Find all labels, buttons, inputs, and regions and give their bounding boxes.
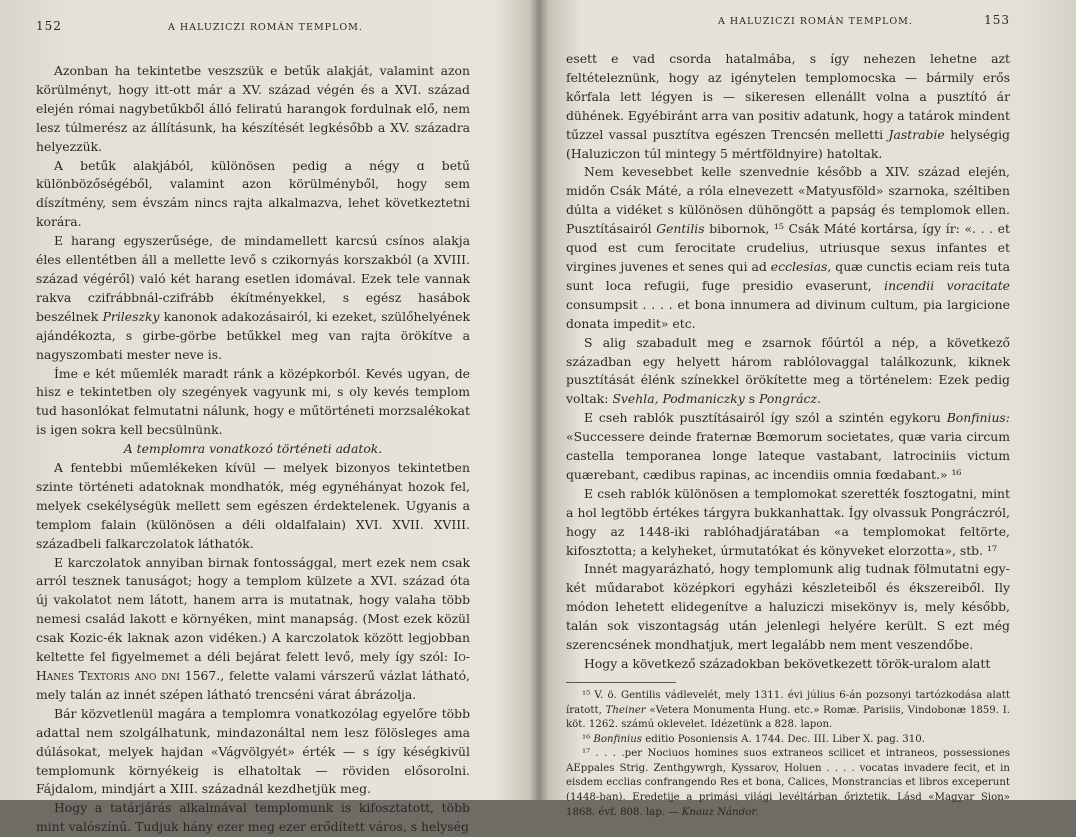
- paragraph: Bár közvetlenül magára a templomra vonatkozólag egyelőre több adattal nem szolgálhatunk, mindazonáltal nem lesz fölösleges ama dúlásokat, melyek hajdan «Vágvölgyét» érték — s így késégkivül templomunk környékeig is elhatoltak — röviden elősorolni. Fájdalom, mindjárt a XIII. századnál kezdhetjük meg.: [36, 705, 470, 797]
- right-running-head: A HALUZICZI ROMÁN TEMPLOM.: [718, 16, 913, 27]
- paragraph: Hogy a következő századokban bekövetkezett török-uralom alatt: [584, 656, 991, 671]
- paragraph: E cseh rablók pusztításairól így szól a szintén egykoru Bonfinius: «Successere deinde fraternæ Bœmorum societates, quæ varia circum castella temporanea longe lateque vastabant, latrociniis victum quærebant, cædibus rapinas, ac incendiis omnia fœdabant.» ¹⁶: [566, 410, 1010, 482]
- name-prileszky: Prileszky: [102, 308, 160, 324]
- right-page: [538, 0, 1076, 818]
- paragraph: Hogy a tatárjárás alkalmával templomunk is kifosztatott, több mint valószínű. Tudjuk hány ezer meg ezer erődített város, s helység: [36, 800, 470, 835]
- paragraph: E karczolatok annyiban birnak fontossággal, mert ezek nem csak arról tesznek tanuságot; hogy a templom külzete a XVI. század óta új vakolatot nem látott, hanem arra is mutatnak, hogy valaha több nemesi család lakott e környéken, mint manapság. (Most ezek közül csak Kozic-ék laknak azon vidéken.) A karczolatok között legjobban keltette fel figyelmemet a déli bejárat felett levő, mely így szól: Io-Hanes Textoris ano dni 1567., felette valami várszerű vázlat látható, mely talán az innét szépen látható trencséni várat ábrázolja.: [36, 554, 470, 702]
- paragraph: Innét magyarázható, hogy templomunk alig tudnak fölmutatni egy-két műdarabot középkori egyházi készleteiből és ékszereiből. Ily módon lehetett elidegenítve a haluziczi misekönyv is, mely később, talán sok viszontagság után jelenlegi helyére került. S ezt még szerencsének mondhatjuk, mert legalább nem ment veszendőbe.: [566, 561, 1010, 653]
- paragraph: Nem kevesebbet kelle szenvednie később a XIV. század elején, midőn Csák Máté, a róla elnevezett «Matyusföld» szarnoka, széltiben dúlta a vidéket s különösen dühöngött a papság és templomok ellen. Pusztításairól Gentilis bibornok, ¹⁵ Csák Máté kortársa, így ír: «. . . et quod est cum ferocitate crudelius, utriusque sexus infantes et virgines juvenes et senes qui ad ecclesias, quæ cunctis eciam reis tuta sunt loca refugii, fuge presidio evaserunt, incendii voracitate consumpsit . . . . et bona innumera ad divinum cultum, pia largicione donata impedit» etc.: [566, 164, 1011, 331]
- footnote-15: ¹⁵ V. ö. Gentilis vádlevelét, mely 1311. évi július 6-án pozsonyi tartózkodása alatt íratott, Theiner «Vetera Monumenta Hung. etc.» Romæ. Parisiis, Vindobonæ 1859. I. köt. 1262. számú oklevelet. Idézetünk a 828. lapon.: [566, 689, 1010, 731]
- paragraph: E cseh rablók különösen a templomokat szerették fosztogatni, mint a hol legtöbb értékes tárgyra bukkanhattak. Így olvassuk Pongráczról, hogy az 1448-iki rablóhadjáratában «a templomokat feltörte, kifosztotta; a kelyheket, úrmutatókat és könyveket elorzotta», stb. ¹⁷: [566, 485, 1010, 558]
- footnote-16: ¹⁶ Bonfinius editio Posoniensis A. 1744. Dec. III. Liber X. pag. 310.: [582, 733, 925, 745]
- paragraph: A betűk alakjából, különösen pedig a négy ɑ betű különbözőségéből, valamint azon körülményből, hogy sem díszítmény, sem évszám nincs rajta alkalmazva, lehet következtetni korára.: [36, 157, 470, 230]
- footnotes: [566, 689, 1010, 820]
- footnote-divider: [566, 682, 676, 683]
- paragraph: S alig szabadult meg e zsarnok főúrtól a nép, a következő században egy helyett három rablólovaggal találkozunk, kiknek pusztítását élénk színekkel örökítette meg a történelem: Ezek pedig voltak: Svehla, Podmaniczky s Pongrácz.: [566, 334, 1010, 407]
- paragraph: Íme e két műemlék maradt ránk a középkorból. Kevés ugyan, de hisz e tekintetben oly szegények vagyunk mi, s oly kevés templom tud hasonlókat felmutatni nálunk, hogy e műtörténeti morzsalékokat is igen sokra kell becsülnünk.: [36, 365, 470, 438]
- paragraph: A fentebbi műemlékeken kívül — melyek bizonyos tekintetben szinte történeti adatoknak mondhatók, még egynéhányat hozok fel, melyek csekélységük mellett sem egészen érdektelenek. Ugyanis a templom falain (különösen a déli oldalfalain) XVI. XVII. XVIII. századbeli falkarczolatok láthatók.: [36, 460, 470, 551]
- left-page-number: 152: [36, 19, 62, 33]
- left-page: [0, 0, 538, 835]
- paragraph: esett e vad csorda hatalmába, s így nehezen lehetne azt feltételeznünk, hogy az igénytelen templomocska — bármily erős kőrfala lett légyen is — sikeresen ellenállt volna a pusztító ár dühének. Egyébiránt arra van positiv adatunk, hogy a tatárok mindent tűzzel vassal pusztítva egészen Trencsén melletti Jastrabie helységig (Haluziczon túl mintegy 5 mértföldnyire) hatoltak.: [566, 51, 1010, 161]
- left-body-text: [36, 62, 470, 837]
- paragraph: E harang egyszerűsége, de mindamellett karcsú csínos alakja éles ellentétben áll a mellette levő s czikornyás korszakból (a XVIII. század végéről) való két harang esetlen idomával. Ezek tele vannak rakva czifrábbnál-czifrább ékítményekkel, s egész hasábok beszélnek Prileszky kanonok adakozásairól, ki ezeket, szülőhelyének ajándékozta, s girbe-görbe betűkkel meg van rajta örökítve a nagyszombati mester neve is.: [36, 233, 470, 362]
- footnote-17: ¹⁷ . . . .per Nociuos homines suos extraneos scilicet et intraneos, possessiones AEppales Strig. Zenthgywrgh, Kyssarov, Holuen . . . . vocatas invadere fecit, et in eisdem ecclias confrangendo Res et bona, Calices, Monstrancias et libros exceperunt (1448-ban). Eredetije a primási világi levéltárban őriztetik. Lásd «Magyar Sion» 1868. évf. 808. lap. — Knauz Nándor.: [566, 748, 1010, 818]
- right-page-number: 153: [984, 13, 1010, 27]
- right-body-text: [566, 50, 1010, 820]
- section-title: A templomra vonatkozó történeti adatok.: [123, 441, 383, 457]
- paragraph: Azonban ha tekintetbe veszszük e betűk alakját, valamint azon körülményt, hogy itt-ott már a XV. század végén és a XVI. század elején római nagybetűkből álló feliratú harangok fordulnak elő, nem lesz túlmerész az állításunk, ha készítését legkésőbb a XV. századra helyezzük.: [36, 63, 470, 154]
- left-running-head: A HALUZICZI ROMÁN TEMPLOM.: [168, 22, 363, 33]
- inscription: Io-Hanes Textoris ano dni: [36, 649, 470, 683]
